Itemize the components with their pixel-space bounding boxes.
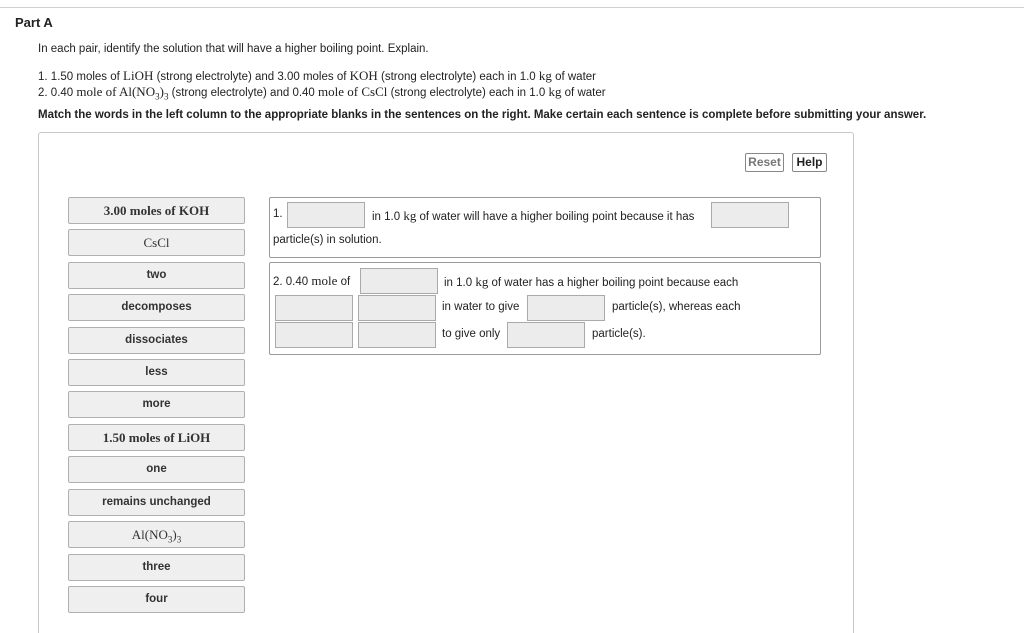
word-chip-cscl[interactable]: CsCl [68, 229, 245, 256]
word-chip-decomposes[interactable]: decomposes [68, 294, 245, 321]
question-instruction: In each pair, identify the solution that will have a higher boiling point. Explain. [38, 43, 429, 55]
word-chip-three[interactable]: three [68, 554, 245, 581]
sentence-2-text-d: particle(s), whereas each [612, 301, 741, 313]
sentence-2-text-a: 2. 0.40 mole of [273, 273, 351, 288]
question-item-1: 1. 1.50 moles of LiOH (strong electrolyte) and 3.00 moles of KOH (strong electrolyte) each in 1.0 kg of water [38, 68, 596, 83]
word-chip-3-moles-koh[interactable]: 3.00 moles of KOH [68, 197, 245, 224]
sentence-2-text-c: in water to give [442, 301, 520, 313]
sentence-2-text-e: to give only [442, 328, 501, 340]
sentence-1-blank-1[interactable] [287, 202, 365, 228]
sentence-2-blank-2[interactable] [275, 295, 353, 321]
sentence-2-blank-7[interactable] [507, 322, 585, 348]
sentence-2-blank-1[interactable] [360, 268, 438, 294]
word-chip-four[interactable]: four [68, 586, 245, 613]
word-chip-less[interactable]: less [68, 359, 245, 386]
sentence-2-blank-6[interactable] [358, 322, 436, 348]
question-item-2: 2. 0.40 mole of $Al(NO_3)_3$ (strong electrolyte) and 0.40 mole of CsCl (strong electrolyte) each in 1.0 kg of water [38, 84, 606, 102]
word-chip-more[interactable]: more [68, 391, 245, 418]
part-title: Part A [15, 15, 53, 30]
word-chip-al-no3-3[interactable]: $Al(NO_3)_3$ [68, 521, 245, 548]
sentence-1-text-c: particle(s) in solution. [273, 234, 382, 246]
sentence-1-number: 1. [273, 208, 283, 220]
sentence-1-text-a: in 1.0 kg of water will have a higher boiling point because it has [372, 208, 695, 223]
sentence-2-blank-4[interactable] [527, 295, 605, 321]
sentence-2-blank-3[interactable] [358, 295, 436, 321]
word-chip-two[interactable]: two [68, 262, 245, 289]
word-chip-remains-unchanged[interactable]: remains unchanged [68, 489, 245, 516]
sentence-2-text-b: in 1.0 kg of water has a higher boiling point because each [444, 274, 739, 289]
sentence-2-text-f: particle(s). [592, 328, 646, 340]
reset-button[interactable]: Reset [745, 153, 784, 172]
sentence-1-blank-2[interactable] [711, 202, 789, 228]
word-chip-one[interactable]: one [68, 456, 245, 483]
help-button[interactable]: Help [792, 153, 827, 172]
word-chip-1-50-moles-lioh[interactable]: 1.50 moles of LiOH [68, 424, 245, 451]
sentence-2-blank-5[interactable] [275, 322, 353, 348]
top-divider [0, 7, 1024, 8]
match-instruction: Match the words in the left column to the appropriate blanks in the sentences on the right. Make certain each sentence is complete before submitting your answer. [38, 109, 927, 121]
word-chip-dissociates[interactable]: dissociates [68, 327, 245, 354]
